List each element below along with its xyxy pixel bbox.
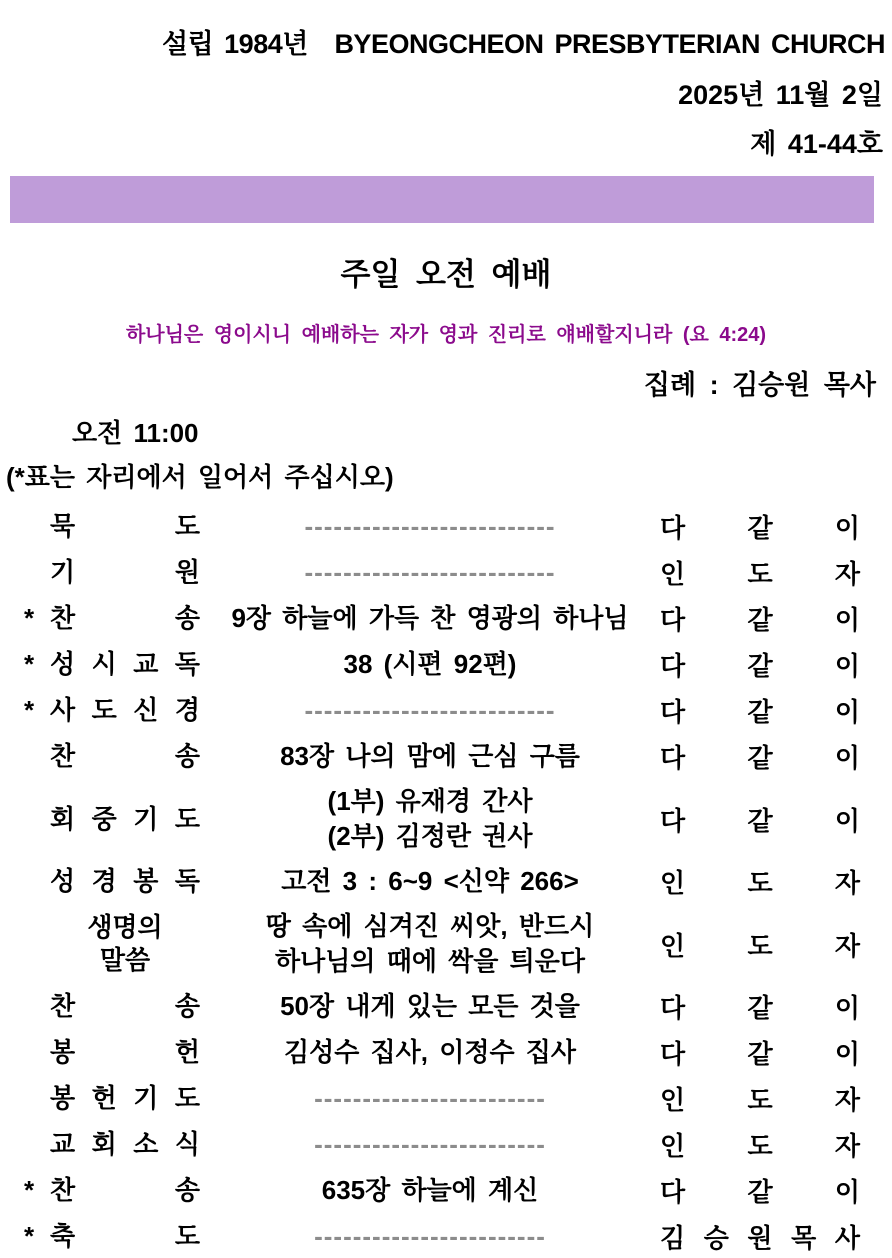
order-item-label: [50, 510, 200, 543]
order-item-label: [50, 911, 200, 977]
order-item-label: [50, 865, 200, 898]
order-item-label: [50, 1174, 200, 1207]
order-item-label-line: 찬 송: [50, 1175, 200, 1205]
order-item-label: [50, 1220, 200, 1253]
order-item-content: [200, 909, 660, 979]
issue-number: 제 41-44호: [750, 129, 883, 159]
order-item-leader: 다 같 이: [660, 697, 860, 727]
order-row: [8, 1218, 860, 1255]
order-item-label-line: 말씀: [99, 945, 151, 975]
order-item-leader: 다 같 이: [660, 993, 860, 1023]
order-row: [8, 784, 860, 854]
established-year: 설립 1984년: [162, 29, 308, 59]
order-item-label: [50, 556, 200, 589]
order-item-content: [200, 784, 660, 854]
order-item-label-line: 회 중 기 도: [50, 803, 200, 834]
order-item-label: [50, 1128, 200, 1161]
order-row: [8, 1080, 860, 1117]
church-name: BYEONGCHEON PRESBYTERIAN CHURCH: [334, 29, 885, 59]
dashed-leader-line: ------------------------: [314, 1129, 546, 1159]
order-row: [8, 554, 860, 591]
order-item-content-line: (1부) 유재경 간사: [327, 786, 533, 816]
order-row: [8, 988, 860, 1025]
order-item-label-line: 찬 송: [50, 603, 200, 633]
order-item-leader: 다 같 이: [660, 805, 860, 836]
order-item-leader: 인 도 자: [660, 559, 860, 589]
order-item-label-line: 성 시 교 독: [50, 649, 200, 679]
star-marker: *: [23, 695, 35, 725]
order-item-label: [50, 1082, 200, 1115]
order-item-leader: 김 승 원 목 사: [660, 1223, 860, 1253]
order-item-content: [200, 864, 660, 899]
order-item-leader: 인 도 자: [660, 1131, 860, 1161]
order-item-leader: 다 같 이: [660, 1177, 860, 1207]
order-item-content: [200, 601, 660, 636]
order-item-content-line: 635장 하늘에 계신: [321, 1175, 539, 1205]
dashed-leader-line: --------------------------: [304, 511, 556, 541]
order-item-label-line: 생명의: [87, 912, 163, 942]
star-marker: *: [23, 1175, 35, 1205]
order-item-label: [50, 740, 200, 773]
order-item-label-line: 교 회 소 식: [50, 1129, 200, 1159]
order-item-label: [50, 648, 200, 681]
order-item-label-line: 찬 송: [50, 991, 200, 1021]
order-item-content: [200, 989, 660, 1024]
order-row: [8, 692, 860, 729]
service-title: 주일 오전 예배: [340, 257, 552, 292]
order-item-label: [50, 990, 200, 1023]
order-item-content-line: 김성수 집사, 이정수 집사: [283, 1037, 577, 1067]
order-item-content: [200, 1081, 660, 1116]
order-item-content: [200, 555, 660, 590]
order-item-content: [200, 1035, 660, 1070]
order-item-label-line: 사 도 신 경: [50, 695, 200, 725]
order-item-content: [200, 1219, 660, 1254]
order-row: [8, 600, 860, 637]
worship-order: [0, 508, 892, 1255]
order-row: [8, 1126, 860, 1163]
order-item-content: [200, 693, 660, 728]
officiant-line: 집례 : 김승원 목사: [643, 370, 876, 400]
order-item-content-line: 하나님의 때에 싹을 틔운다: [275, 946, 585, 976]
scripture-verse: 하나님은 영이시니 예배하는 자가 영과 진리로 얘배할지니라 (요 4:24): [125, 324, 767, 346]
order-item-label-line: 성 경 봉 독: [50, 866, 200, 896]
dashed-leader-line: ------------------------: [314, 1221, 546, 1251]
order-item-label: [50, 694, 200, 727]
order-item-content-line: 고전 3 : 6~9 <신약 266>: [281, 866, 579, 896]
order-item-content: [200, 1127, 660, 1162]
order-item-label-line: 묵 도: [50, 511, 200, 541]
order-item-leader: 인 도 자: [660, 1085, 860, 1115]
order-item-content-line: 9장 하늘에 가득 찬 영광의 하나님: [231, 603, 629, 633]
purple-banner: [10, 176, 874, 223]
dashed-leader-line: --------------------------: [304, 557, 556, 587]
order-item-content-line: (2부) 김정란 권사: [327, 821, 533, 851]
order-item-content: [200, 647, 660, 682]
order-item-label: [50, 803, 200, 836]
bulletin-date: 2025년 11월 2일: [678, 80, 883, 110]
order-item-label-line: 기 원: [50, 557, 200, 587]
order-item-leader: 다 같 이: [660, 605, 860, 635]
star-marker: *: [23, 649, 35, 679]
order-row: [8, 1172, 860, 1209]
order-row: [8, 863, 860, 900]
order-item-label: [50, 602, 200, 635]
order-item-leader: 인 도 자: [660, 930, 860, 961]
order-item-content: [200, 739, 660, 774]
order-row: [8, 646, 860, 683]
order-item-leader: 다 같 이: [660, 743, 860, 773]
service-time: 오전 11:00: [72, 418, 199, 448]
order-item-content-line: 50장 내게 있는 모든 것을: [280, 991, 580, 1021]
order-item-label-line: 봉 헌: [50, 1037, 200, 1067]
standing-note: (*표는 자리에서 일어서 주십시오): [6, 462, 394, 492]
order-item-content-line: 38 (시편 92편): [343, 649, 517, 679]
order-item-leader: 다 같 이: [660, 651, 860, 681]
dashed-leader-line: ------------------------: [314, 1083, 546, 1113]
header-top-line: [0, 22, 892, 61]
bulletin-header: [0, 0, 892, 161]
order-row: [8, 909, 860, 979]
order-item-label-line: 찬 송: [50, 741, 200, 771]
order-item-leader: 인 도 자: [660, 868, 860, 898]
order-item-content-line: 땅 속에 심겨진 씨앗, 반드시: [265, 911, 595, 941]
order-item-content-line: 83장 나의 맘에 근심 구름: [280, 741, 580, 771]
star-marker: *: [23, 603, 35, 633]
order-item-label: [50, 1036, 200, 1069]
star-marker: *: [23, 1221, 35, 1251]
order-item-leader: 다 같 이: [660, 1039, 860, 1069]
order-item-label-line: 축 도: [50, 1221, 200, 1251]
order-row: [8, 508, 860, 545]
order-row: [8, 738, 860, 775]
order-item-content: [200, 509, 660, 544]
order-item-content: [200, 1173, 660, 1208]
order-item-label-line: 봉 헌 기 도: [50, 1083, 200, 1113]
order-row: [8, 1034, 860, 1071]
order-item-leader: 다 같 이: [660, 513, 860, 543]
dashed-leader-line: --------------------------: [304, 695, 556, 725]
